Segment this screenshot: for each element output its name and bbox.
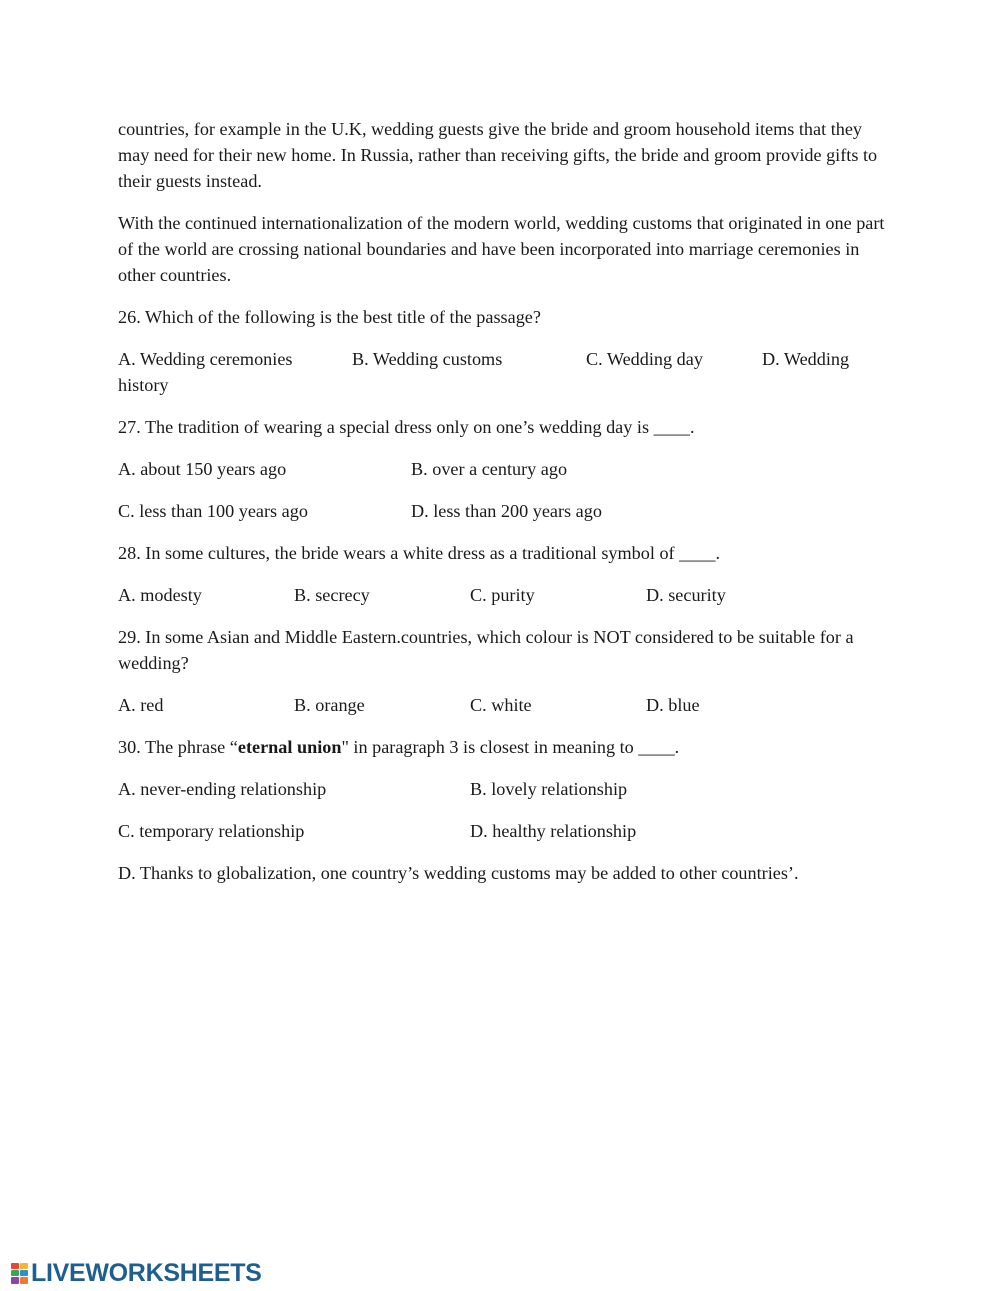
logo-tile (11, 1263, 19, 1269)
option-28-d: D. security (646, 585, 726, 605)
question-29-options (118, 692, 888, 718)
question-30-options-row-1 (118, 776, 888, 802)
logo-tile (11, 1277, 19, 1284)
question-30-phrase: eternal union (237, 737, 342, 757)
logo-tile (20, 1270, 28, 1276)
option-29-c: C. white (470, 695, 532, 715)
liveworksheets-logo-icon (10, 1262, 28, 1284)
question-30-options-row-2 (118, 818, 888, 844)
worksheet-page (118, 116, 888, 902)
option-26-c: C. Wedding day (586, 349, 703, 369)
option-27-a: A. about 150 years ago (118, 459, 287, 479)
option-28-b: B. secrecy (294, 585, 370, 605)
option-29-b: B. orange (294, 695, 365, 715)
option-30-b: B. lovely relationship (470, 779, 628, 799)
question-30-stem-prefix: 30. The phrase “ (118, 737, 238, 757)
passage-paragraph-1: countries, for example in the U.K, wedding guests give the bride and groom household items that they may need for their new home. In Russia, rather than receiving gifts, the bride and groom provide gifts to their guests instead. (118, 119, 878, 191)
option-30-c: C. temporary relationship (118, 821, 305, 841)
option-27-c: C. less than 100 years ago (118, 501, 308, 521)
option-26-b: B. Wedding customs (352, 349, 503, 369)
option-27-d: D. less than 200 years ago (411, 501, 602, 521)
option-30-a: A. never-ending relationship (118, 779, 327, 799)
liveworksheets-logo-text: LIVEWORKSHEETS (31, 1259, 262, 1287)
option-30-d: D. healthy relationship (470, 821, 637, 841)
trailing-statement: D. Thanks to globalization, one country’s wedding customs may be added to other countries’. (118, 863, 799, 883)
logo-tile (20, 1277, 28, 1284)
question-28-stem: 28. In some cultures, the bride wears a white dress as a traditional symbol of ____. (118, 543, 721, 563)
logo-tile (20, 1263, 28, 1269)
option-27-b: B. over a century ago (411, 459, 568, 479)
option-29-d: D. blue (646, 695, 700, 715)
question-28-options (118, 582, 888, 608)
liveworksheets-logo[interactable] (10, 1261, 262, 1285)
option-28-a: A. modesty (118, 585, 202, 605)
question-27-options-row-2 (118, 498, 888, 524)
question-30-stem (118, 734, 888, 760)
question-27-stem: 27. The tradition of wearing a special dress only on one’s wedding day is ____. (118, 417, 695, 437)
question-29-stem: 29. In some Asian and Middle Eastern.countries, which colour is NOT considered to be suitable for a wedding? (118, 627, 854, 673)
question-30-stem-suffix: " in paragraph 3 is closest in meaning to ____. (341, 737, 680, 757)
logo-tile (11, 1270, 19, 1276)
option-28-c: C. purity (470, 585, 535, 605)
question-27-options-row-1 (118, 456, 888, 482)
passage-paragraph-2: With the continued internationalization of the modern world, wedding customs that originated in one part of the world are crossing national boundaries and have been incorporated into marriage ceremonies in other countries. (118, 213, 885, 285)
option-26-d: D. Wedding history (118, 349, 850, 395)
question-26-options (118, 346, 888, 398)
option-29-a: A. red (118, 695, 164, 715)
option-26-a: A. Wedding ceremonies (118, 349, 293, 369)
question-26-stem: 26. Which of the following is the best title of the passage? (118, 307, 541, 327)
